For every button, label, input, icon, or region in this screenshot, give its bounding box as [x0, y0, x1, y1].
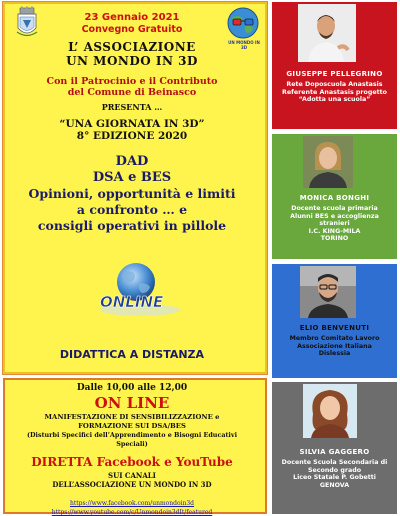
topic-dad: DAD [115, 154, 149, 169]
association-title-2: UN MONDO IN 3D [66, 54, 198, 68]
canali-line-2: DELL’ASSOCIAZIONE UN MONDO IN 3D [52, 480, 212, 489]
speaker-name: GIUSEPPE PELLEGRINO [286, 70, 383, 78]
speaker-name: MONICA BONGHI [299, 194, 370, 202]
patronage-line-2: del Comune di Beinasco [67, 87, 197, 98]
online-globe-graphic [96, 260, 186, 320]
online-word: ONLINE [100, 293, 164, 311]
speaker-photo [300, 266, 356, 318]
manifest-line-1: MANIFESTAZIONE DI SENSIBILIZZAZIONE e [44, 413, 220, 421]
manifest-line-2: FORMAZIONE SUI DSA/BES [78, 422, 186, 430]
facebook-link[interactable]: https://www.facebook.com/unmondoin3d [69, 500, 195, 507]
manifest-line-4: Speciali) [116, 440, 148, 448]
canali-line-1: SUI CANALI [108, 471, 156, 480]
dad-label: DIDATTICA A DISTANZA [59, 348, 205, 361]
association-title-1: L’ ASSOCIAZIONE [68, 40, 196, 54]
event-date: 23 Gennaio 2021 [84, 12, 180, 23]
patronage-line-1: Con il Patrocinio e il Contributo [46, 76, 218, 87]
topic-line-4: a confronto … e [76, 202, 188, 217]
speaker-photo [303, 136, 353, 188]
speaker-name: ELIO BENVENUTI [299, 324, 370, 332]
topic-line-5: consigli operativi in pillole [37, 218, 227, 233]
speaker-desc: Membro Comitato Lavoro Associazione Italiana Dislessia [289, 335, 380, 358]
youtube-link[interactable]: https://www.youtube.com/c/Unmondoin3dIt/featured [51, 509, 213, 516]
speaker-desc: Docente Scuola Secondaria di Secondo grado Liceo Statale P. Gobetti GENOVA [281, 459, 388, 489]
topic-dsa-bes: DSA e BES [92, 170, 172, 185]
edition-label: 8° EDIZIONE 2020 [76, 130, 188, 142]
logo-caption: UN MONDO IN 3D [228, 40, 260, 50]
speaker-desc: Docente scuola primaria Alunni BES e accoglienza stranieri I.C. KING-MILA TORINO [290, 205, 379, 243]
speaker-photo [303, 384, 357, 438]
topic-line-3: Opinioni, opportunità e limiti [28, 186, 236, 201]
presents-label: PRESENTA … [101, 102, 163, 112]
speaker-name: SILVIA GAGGERO [299, 448, 370, 456]
manifest-line-3: (Disturbi Specifici dell’Apprendimento e Bisogni Educativi [26, 431, 238, 439]
speaker-desc: Rete Doposcuola Anastasis Referente Anastasis progetto “Adotta una scuola” [282, 81, 387, 104]
diretta-heading: DIRETTA Facebook e YouTube [31, 455, 233, 469]
online-heading: ON LINE [94, 394, 170, 412]
speaker-photo [298, 4, 356, 62]
event-time: Dalle 10,00 alle 12,00 [76, 383, 188, 393]
event-type: Convegno Gratuito [81, 24, 183, 35]
giornata-title: “UNA GIORNATA IN 3D” [59, 118, 205, 130]
